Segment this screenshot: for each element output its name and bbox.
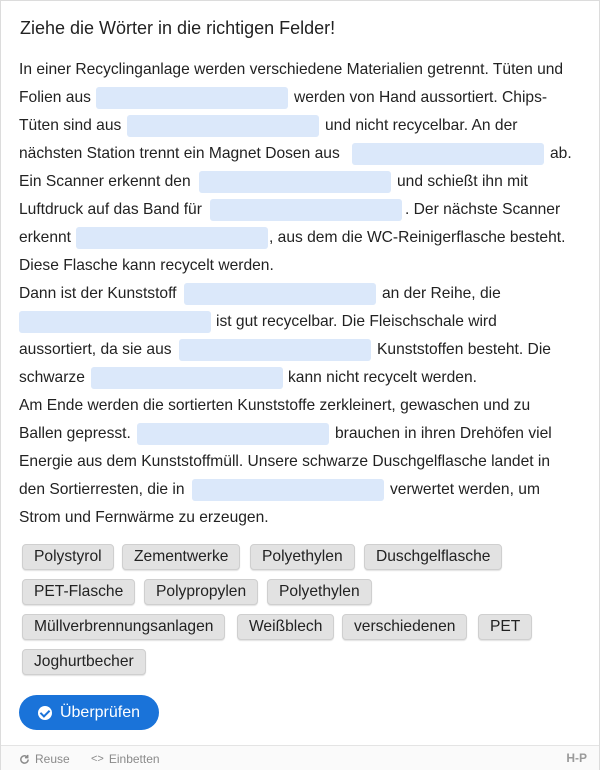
draggable-word[interactable]: verschiedenen	[342, 614, 467, 640]
embed-icon: <>	[91, 753, 104, 765]
text-line: Diese Flasche kann recycelt werden.	[19, 257, 274, 274]
text-line: nächsten Station trennt ein Magnet Dosen aus	[19, 145, 340, 162]
draggable-word[interactable]: Weißblech	[237, 614, 334, 640]
text-line: erkennt	[19, 229, 72, 246]
text-line: schwarze	[19, 369, 85, 386]
drop-zone-8[interactable]	[19, 311, 211, 333]
draggable-word[interactable]: Joghurtbecher	[22, 649, 146, 675]
draggable-word[interactable]: Polyethylen	[250, 544, 355, 570]
task-title: Ziehe die Wörter in die richtigen Felder!	[20, 18, 336, 38]
drop-zone-11[interactable]	[137, 423, 329, 445]
cloze-text	[19, 56, 585, 532]
text-line: Tüten sind aus	[19, 117, 122, 134]
text-line: aussortiert, da sie aus	[19, 341, 172, 358]
text-line: kann nicht recycelt werden.	[288, 369, 477, 386]
draggable-word[interactable]: Polystyrol	[22, 544, 114, 570]
text-line: brauchen in ihren Drehöfen viel	[335, 425, 552, 442]
drop-zone-9[interactable]	[179, 339, 371, 361]
reuse-icon	[19, 754, 30, 765]
text-line: Energie aus dem Kunststoffmüll. Unsere schwarze Duschgelflasche landet in	[19, 453, 551, 470]
reuse-label: Reuse	[35, 752, 70, 766]
text-line: und schießt ihn mit	[397, 173, 528, 190]
drop-zone-4[interactable]	[199, 171, 391, 193]
text-line: ab.	[550, 145, 572, 162]
embed-label: Einbetten	[108, 752, 160, 766]
draggable-word[interactable]: Müllverbrennungsanlagen	[22, 614, 225, 640]
draggable-word[interactable]: PET	[478, 614, 532, 640]
h5p-logo: H-P	[566, 751, 587, 765]
text-line: werden von Hand aussortiert. Chips-	[294, 89, 548, 106]
text-line: Ein Scanner erkennt den	[19, 173, 191, 190]
check-button-label: Überprüfen	[59, 703, 141, 721]
draggable-word[interactable]: Duschgelflasche	[364, 544, 502, 570]
drop-zone-6[interactable]	[76, 227, 268, 249]
check-circle-icon	[38, 706, 52, 720]
text-line: den Sortierresten, die in	[19, 481, 185, 498]
text-line: Ballen gepresst.	[19, 425, 131, 442]
text-line: Am Ende werden die sortierten Kunststoffe zerkleinert, gewaschen und zu	[19, 397, 531, 414]
drop-zone-7[interactable]	[184, 283, 376, 305]
text-line: an der Reihe, die	[382, 285, 501, 302]
text-line: , aus dem die WC-Reinigerflasche besteht.	[269, 229, 566, 246]
text-line: Strom und Fernwärme zu erzeugen.	[19, 509, 269, 526]
draggable-word[interactable]: Polypropylen	[144, 579, 258, 605]
drop-zone-1[interactable]	[96, 87, 288, 109]
text-line: und nicht recycelbar. An der	[325, 117, 518, 134]
drop-zone-3[interactable]	[352, 143, 544, 165]
drop-zone-10[interactable]	[91, 367, 283, 389]
draggable-word[interactable]: Zementwerke	[122, 544, 240, 570]
embed-link[interactable]	[91, 752, 160, 766]
h5p-footer	[1, 745, 599, 770]
draggable-word[interactable]: Polyethylen	[267, 579, 372, 605]
text-line: . Der nächste Scanner	[405, 201, 561, 218]
text-line: Dann ist der Kunststoff	[19, 285, 177, 302]
drop-zone-2[interactable]	[127, 115, 319, 137]
text-line: In einer Recyclinganlage werden verschiedene Materialien getrennt. Tüten und	[19, 61, 564, 78]
drop-zone-12[interactable]	[192, 479, 384, 501]
text-line: Luftdruck auf das Band für	[19, 201, 202, 218]
text-line: ist gut recycelbar. Die Fleischschale wird	[216, 313, 497, 330]
drop-zone-5[interactable]	[210, 199, 402, 221]
text-line: Kunststoffen besteht. Die	[377, 341, 551, 358]
check-button[interactable]	[19, 695, 159, 730]
text-line: verwertet werden, um	[390, 481, 540, 498]
reuse-link[interactable]	[19, 752, 70, 766]
text-line: Folien aus	[19, 89, 91, 106]
draggable-word[interactable]: PET-Flasche	[22, 579, 135, 605]
